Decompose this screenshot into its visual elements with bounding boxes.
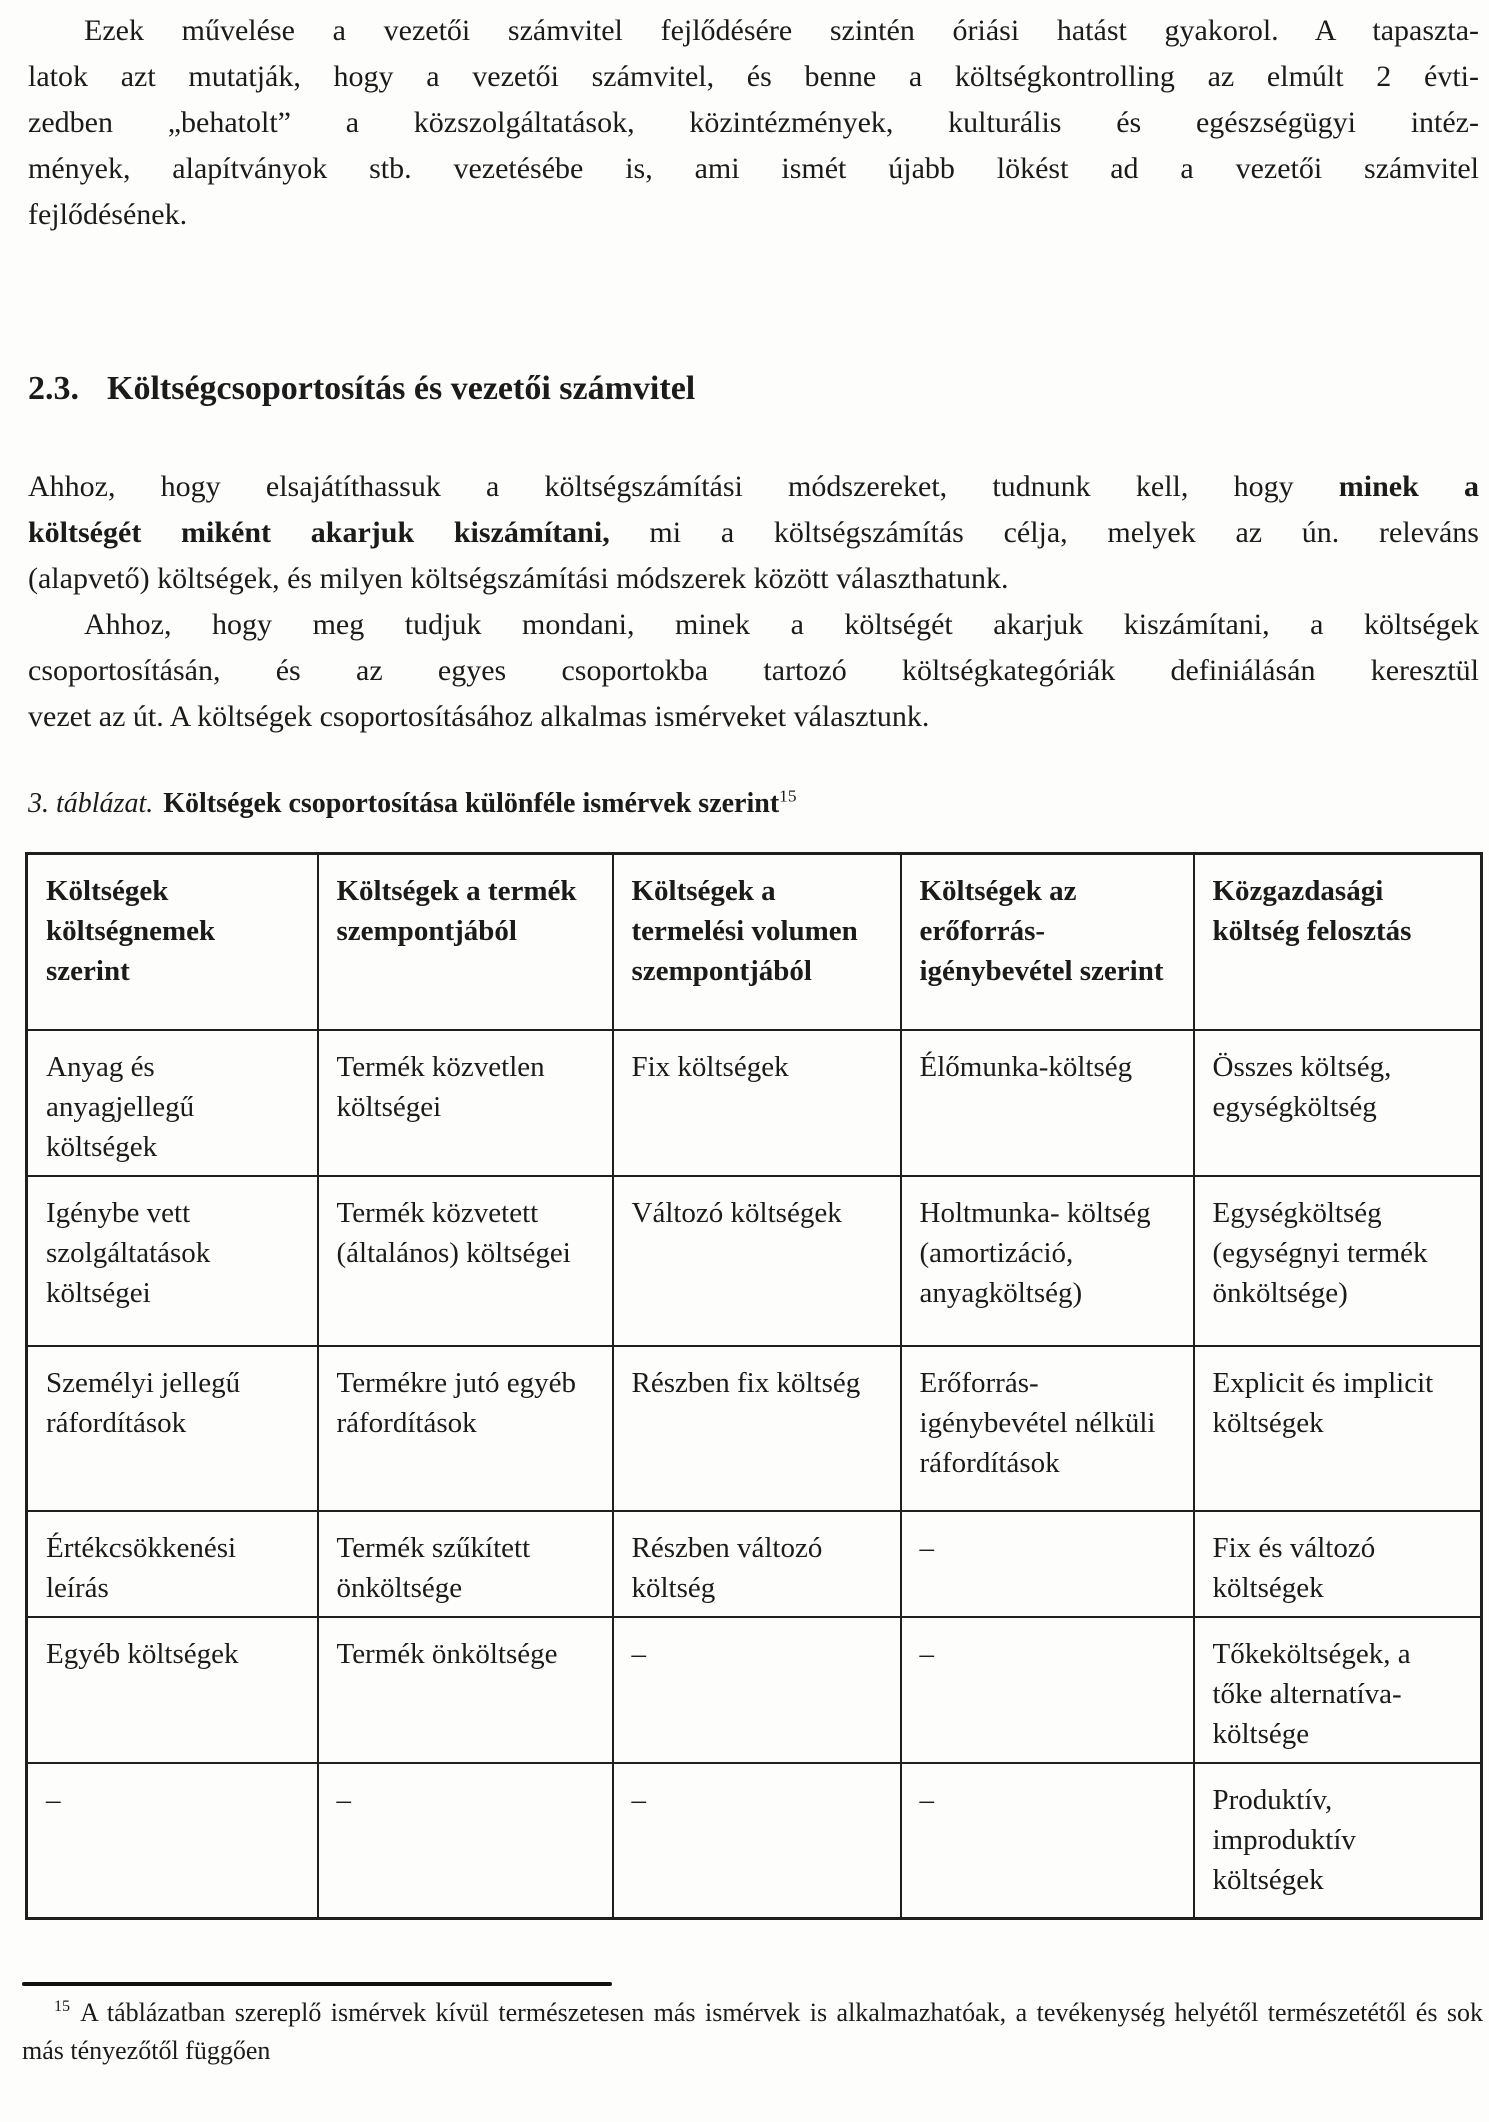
column-header: Költségek a termelési volumen szempontjából [613, 854, 901, 1031]
footnote-reference: 15 [779, 786, 797, 806]
paragraph-line: latok azt mutatják, hogy a vezetői számvitel, és benne a költségkontrolling az elmúlt 2 évti- [28, 60, 1479, 93]
paragraph-line: (alapvető) költségek, és milyen költségszámítási módszerek között választhatunk. [28, 562, 1009, 595]
column-header: Közgazdasági költség felosztás [1194, 854, 1482, 1031]
column-header: Költségek az erőforrás- igénybevétel szerint [901, 854, 1194, 1031]
cost-grouping-table [25, 852, 1483, 1920]
table-row [27, 1346, 1482, 1511]
table-cell: Részben fix költség [613, 1346, 901, 1511]
footnote-number: 15 [54, 1998, 71, 2016]
table-cell: – [901, 1511, 1194, 1617]
table-row [27, 1030, 1482, 1176]
table-cell: Igénybe vett szolgáltatások költségei [27, 1176, 318, 1346]
table-cell: Összes költség, egységköltség [1194, 1030, 1482, 1176]
table-cell: Fix és változó költségek [1194, 1511, 1482, 1617]
table-row [27, 1617, 1482, 1763]
text-run: mi a költségszámítás célja, melyek az ún. releváns [609, 516, 1479, 549]
paragraph-line: mények, alapítványok stb. vezetésébe is, ami ismét újabb lökést ad a vezetői számvitel [28, 152, 1479, 185]
table-cell: – [613, 1763, 901, 1919]
table-cell: Fix költségek [613, 1030, 901, 1176]
section-heading [28, 366, 1479, 412]
column-header: Költségek a termék szempontjából [318, 854, 613, 1031]
table-caption-label: 3. táblázat. [28, 788, 154, 819]
table-cell: – [901, 1617, 1194, 1763]
paragraph-line: csoportosításán, és az egyes csoportokba tartozó költségkategóriák definiálásán keresztül [28, 654, 1479, 687]
paragraph-methods [28, 464, 1479, 602]
table-cell: Egységköltség (egységnyi termék önköltsége) [1194, 1176, 1482, 1346]
paragraph-intro [28, 8, 1479, 238]
table-cell: Értékcsökkenési leírás [27, 1511, 318, 1617]
table-cell: Termék szűkített önköltsége [318, 1511, 613, 1617]
bold-text-run: költségét miként akarjuk kiszámítani, [28, 516, 610, 549]
paragraph-line: Ezek művelése a vezetői számvitel fejlődésére szintén óriási hatást gyakorol. A tapaszta- [84, 14, 1479, 47]
table-cell: Anyag és anyagjellegű költségek [27, 1030, 318, 1176]
table-cell: Egyéb költségek [27, 1617, 318, 1763]
table-cell: – [901, 1763, 1194, 1919]
footnote [22, 1994, 1483, 2070]
table-cell: Explicit és implicit költségek [1194, 1346, 1482, 1511]
table-cell: Részben változó költség [613, 1511, 901, 1617]
table-header-row [27, 854, 1482, 1031]
table-cell: Személyi jellegű ráfordítások [27, 1346, 318, 1511]
table-cell: Termék önköltsége [318, 1617, 613, 1763]
table-cell: Változó költségek [613, 1176, 901, 1346]
table-cell: Termék közvetett (általános) költségei [318, 1176, 613, 1346]
table-cell: Élőmunka-költség [901, 1030, 1194, 1176]
paragraph-line: Ahhoz, hogy meg tudjuk mondani, minek a költségét akarjuk kiszámítani, a költségek [84, 608, 1479, 641]
text-run: Ahhoz, hogy elsajátíthassuk a költségszámítási módszereket, tudnunk kell, hogy [28, 470, 1339, 503]
table-row [27, 1763, 1482, 1919]
table-cell: Holtmunka- költség (amortizáció, anyagköltség) [901, 1176, 1194, 1346]
table-cell: Termékre jutó egyéb ráfordítások [318, 1346, 613, 1511]
section-title: Költségcsoportosítás és vezetői számvitel [107, 370, 696, 407]
table-cell: – [27, 1763, 318, 1919]
table-row [27, 1176, 1482, 1346]
paragraph-line: zedben „behatolt” a közszolgáltatások, közintézmények, kulturális és egészségügyi intéz- [28, 106, 1479, 139]
column-header: Költségek költségnemek szerint [27, 854, 318, 1031]
footnote-text: A táblázatban szereplő ismérvek kívül természetesen más ismérvek is alkalmazhatóak, a tevékenység helyétől természetétől és sok más tényezőtől függően [22, 1998, 1483, 2065]
paragraph-line [28, 464, 1479, 510]
table-cell: Produktív, improduktív költségek [1194, 1763, 1482, 1919]
paragraph-line: vezet az út. A költségek csoportosításához alkalmas ismérveket választunk. [28, 700, 930, 733]
paragraph-grouping [28, 602, 1479, 740]
section-number: 2.3. [28, 370, 79, 407]
table-cell: – [613, 1617, 901, 1763]
table-row [27, 1511, 1482, 1617]
table-cell: – [318, 1763, 613, 1919]
table-cell: Tőkeköltségek, a tőke alternatíva- költsége [1194, 1617, 1482, 1763]
bold-text-run: minek a [1338, 470, 1479, 503]
paragraph-line: fejlődésének. [28, 198, 188, 231]
table-cell: Erőforrás- igénybevétel nélküli ráfordítások [901, 1346, 1194, 1511]
paragraph-line [28, 510, 1479, 556]
footnote-separator [22, 1982, 612, 1986]
table-caption [28, 786, 1479, 822]
table-cell: Termék közvetlen költségei [318, 1030, 613, 1176]
table-caption-title: Költségek csoportosítása különféle ismérvek szerint [163, 788, 780, 819]
